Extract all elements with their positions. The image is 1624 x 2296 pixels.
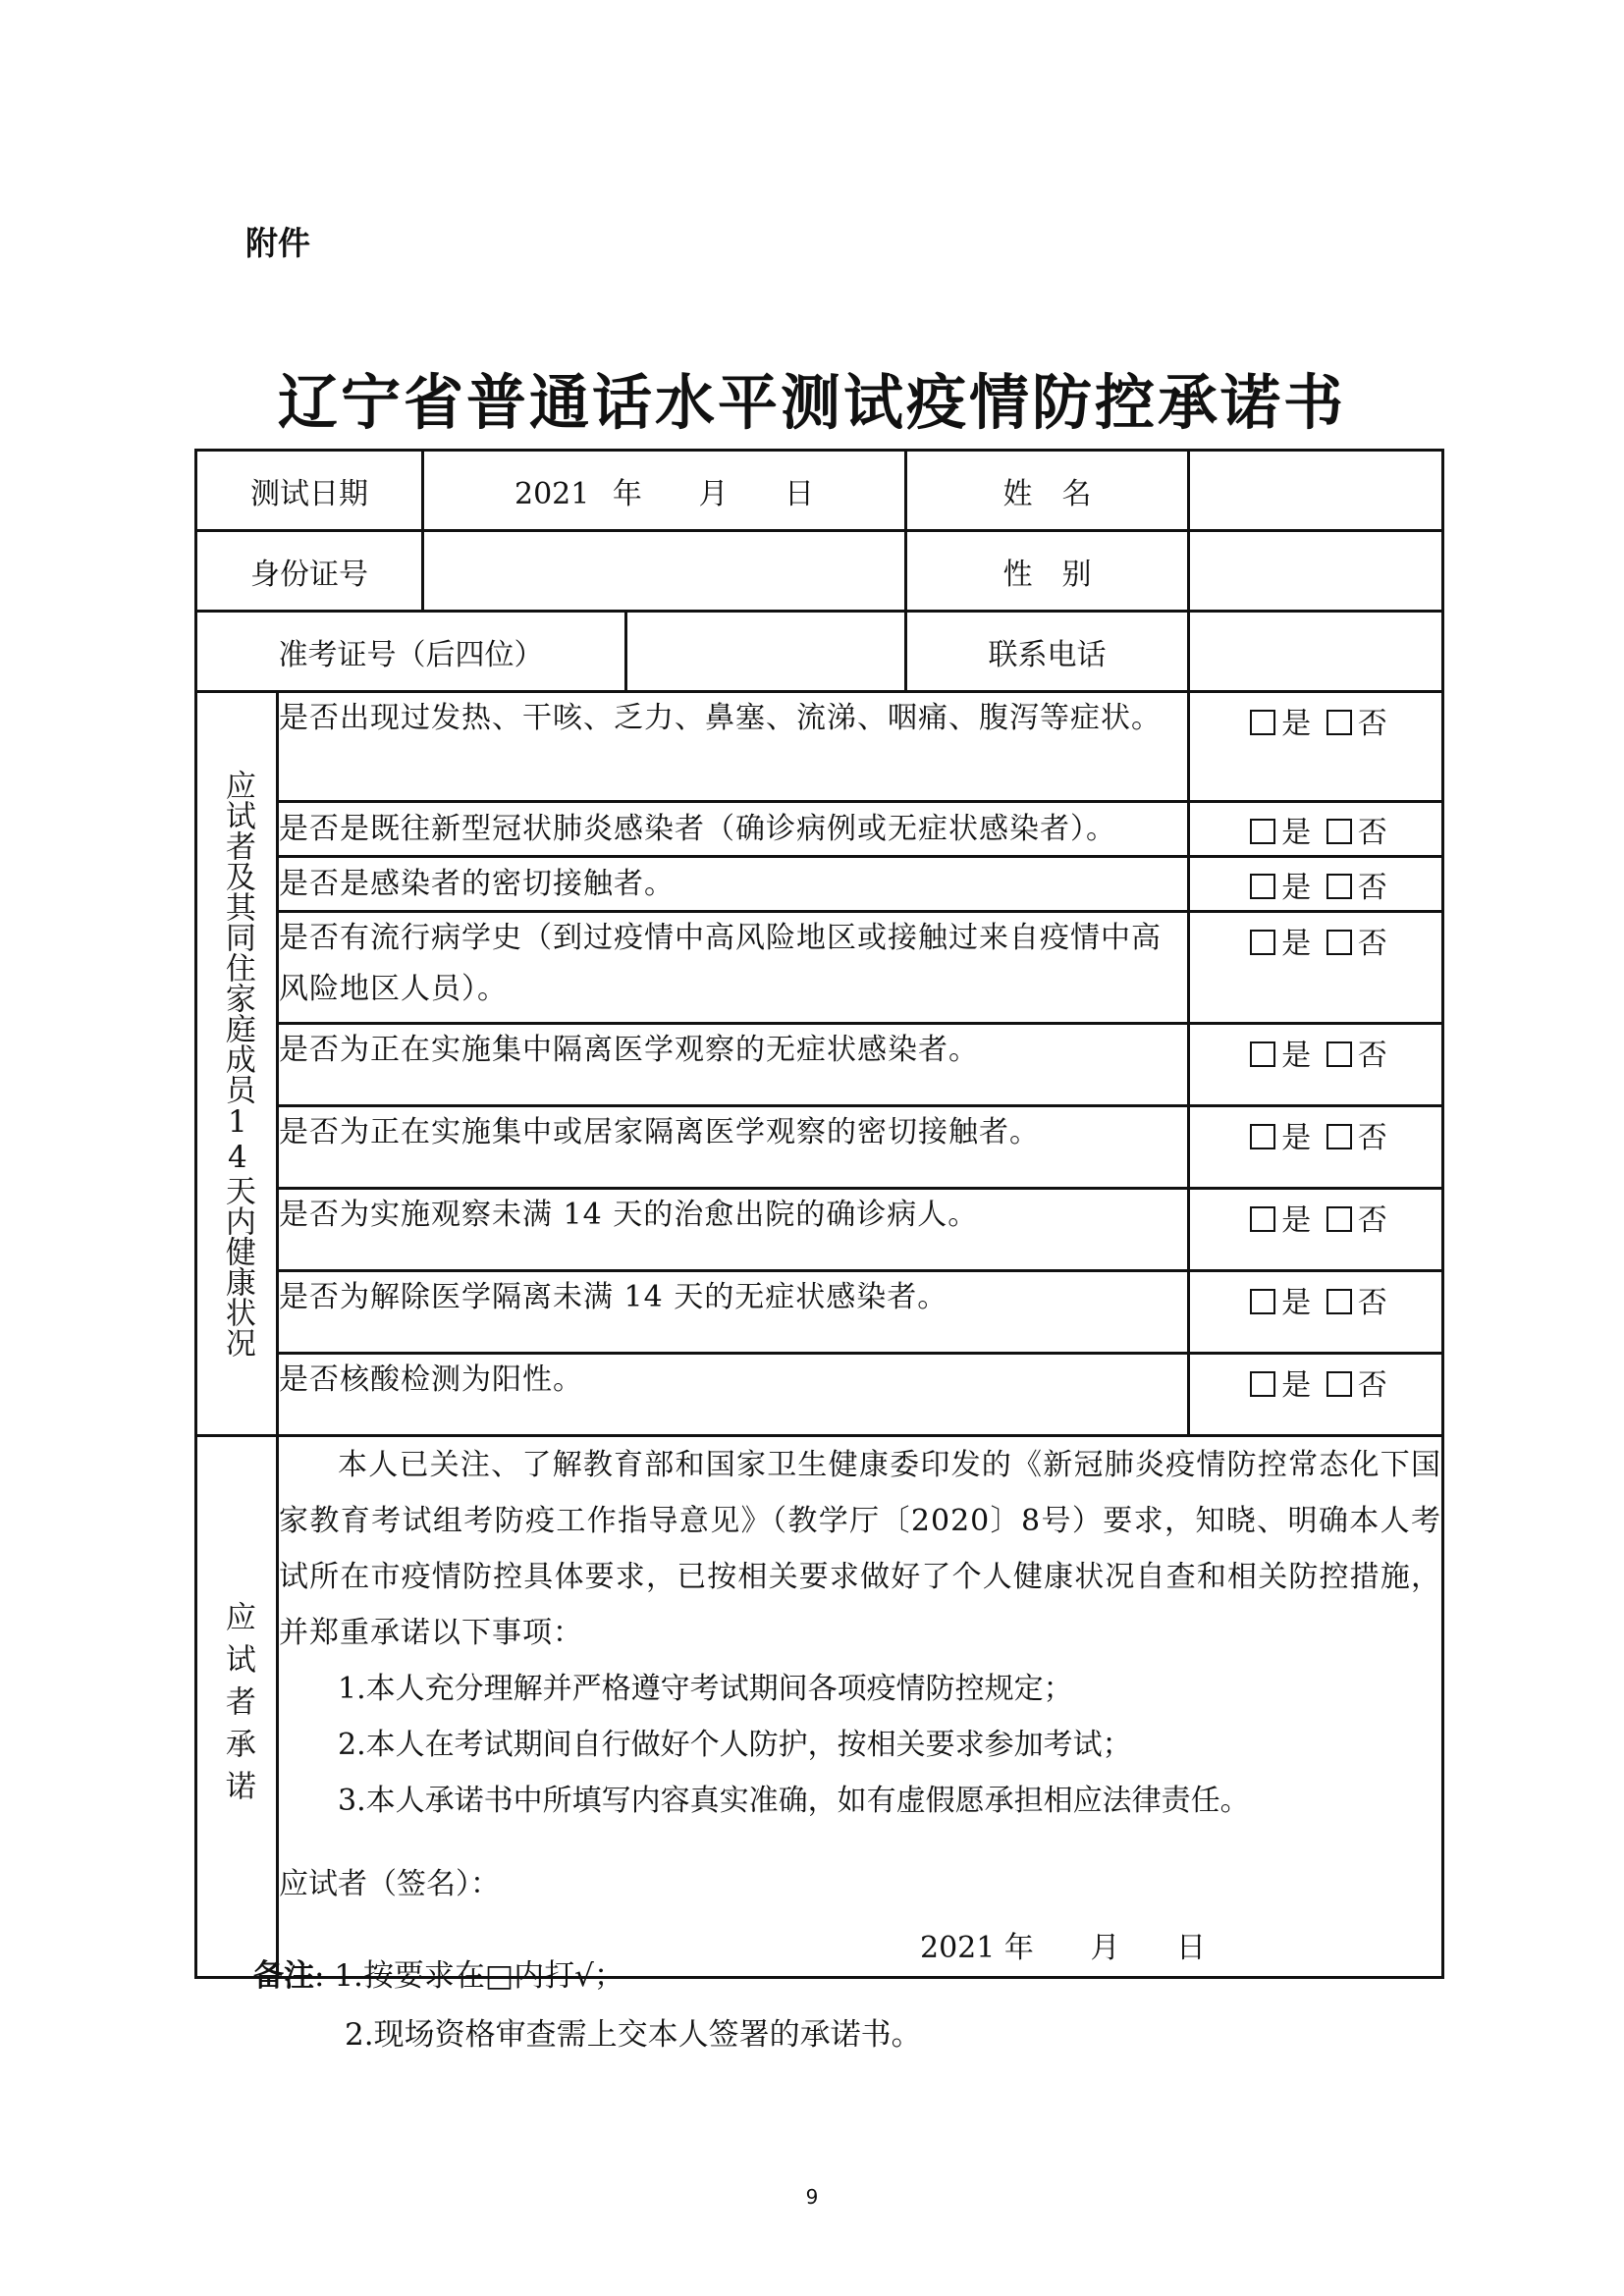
gender-label: 性 别 bbox=[906, 531, 1189, 612]
question-row bbox=[196, 802, 1443, 857]
promise-item: 3.本人承诺书中所填写内容真实准确，如有虚假愿承担相应法律责任。 bbox=[338, 1784, 1250, 1818]
no-checkbox[interactable] bbox=[1326, 1124, 1352, 1149]
no-checkbox[interactable] bbox=[1326, 1041, 1352, 1067]
yes-checkbox[interactable] bbox=[1250, 1124, 1275, 1149]
yes-checkbox[interactable] bbox=[1250, 1041, 1275, 1067]
page-number: 9 bbox=[805, 2185, 819, 2209]
question-row bbox=[196, 912, 1443, 1024]
phone-field[interactable] bbox=[1189, 612, 1443, 692]
test-date-year: 2021 bbox=[514, 476, 590, 511]
question-text: 是否为正在实施集中或居家隔离医学观察的密切接触者。 bbox=[278, 1106, 1189, 1189]
name-label: 姓 名 bbox=[906, 451, 1189, 531]
promise-paragraph: 本人已关注、了解教育部和国家卫生健康委印发的《新冠肺炎疫情防控常态化下国家教育考试组考防疫工作指导意见》（教学厅〔2020〕8号）要求，知晓、明确本人考试所在市疫情防控具体要求，已按相关要求做好了个人健康状况自查和相关防控措施，并郑重承诺以下事项： bbox=[279, 1448, 1441, 1650]
question-row bbox=[196, 1271, 1443, 1354]
yes-label: 是 bbox=[1281, 707, 1312, 741]
no-label: 否 bbox=[1357, 1368, 1387, 1403]
promise-section-label: 应试者承诺 bbox=[219, 1601, 255, 1812]
no-checkbox[interactable] bbox=[1326, 710, 1352, 735]
signature-field[interactable] bbox=[279, 1856, 1441, 1912]
no-label: 否 bbox=[1357, 707, 1387, 741]
question-text: 是否出现过发热、干咳、乏力、鼻塞、流涕、咽痛、腹泻等症状。 bbox=[278, 692, 1189, 802]
form-row-ticket-phone bbox=[196, 612, 1443, 692]
month-char: 月 bbox=[698, 476, 729, 511]
yes-no-options bbox=[1189, 1271, 1443, 1354]
notes-section bbox=[253, 1947, 922, 2064]
yes-label: 是 bbox=[1281, 927, 1312, 961]
test-date-field[interactable] bbox=[423, 451, 906, 531]
no-checkbox[interactable] bbox=[1326, 1289, 1352, 1314]
note-text: 2.现场资格审查需上交本人签署的承诺书。 bbox=[345, 2017, 922, 2053]
phone-label: 联系电话 bbox=[906, 612, 1189, 692]
form-row-date-name bbox=[196, 451, 1443, 531]
yes-no-options bbox=[1189, 1106, 1443, 1189]
signature-label: 应试者（签名）： bbox=[279, 1867, 500, 1901]
question-row bbox=[196, 1354, 1443, 1436]
yes-checkbox[interactable] bbox=[1250, 930, 1275, 955]
year-char: 年 bbox=[1003, 1931, 1034, 1965]
commitment-form-table bbox=[194, 449, 1444, 1979]
question-text: 是否有流行病学史（到过疫情中高风险地区或接触过来自疫情中高风险地区人员）。 bbox=[278, 912, 1189, 1024]
yes-checkbox[interactable] bbox=[1250, 1289, 1275, 1314]
yes-label: 是 bbox=[1281, 1039, 1312, 1073]
no-checkbox[interactable] bbox=[1326, 1206, 1352, 1232]
yes-no-options bbox=[1189, 802, 1443, 857]
question-row bbox=[196, 1106, 1443, 1189]
promise-section-cell bbox=[196, 1436, 278, 1978]
question-text: 是否核酸检测为阳性。 bbox=[278, 1354, 1189, 1436]
no-label: 否 bbox=[1357, 870, 1387, 905]
question-text: 是否是感染者的密切接触者。 bbox=[278, 857, 1189, 912]
no-checkbox[interactable] bbox=[1326, 930, 1352, 955]
no-checkbox[interactable] bbox=[1326, 1371, 1352, 1397]
health-section-cell bbox=[196, 692, 278, 1436]
yes-no-options bbox=[1189, 692, 1443, 802]
yes-label: 是 bbox=[1281, 1368, 1312, 1403]
notes-colon: : bbox=[314, 1958, 325, 1994]
no-checkbox[interactable] bbox=[1326, 819, 1352, 844]
question-text: 是否是既往新型冠状肺炎感染者（确诊病例或无症状感染者）。 bbox=[278, 802, 1189, 857]
yes-no-options bbox=[1189, 1189, 1443, 1271]
signature-date-year: 2021 bbox=[920, 1931, 996, 1965]
question-text: 是否为实施观察未满 14 天的治愈出院的确诊病人。 bbox=[278, 1189, 1189, 1271]
day-char: 日 bbox=[785, 476, 814, 511]
test-date-label: 测试日期 bbox=[196, 451, 423, 531]
form-row-id-gender bbox=[196, 531, 1443, 612]
no-label: 否 bbox=[1357, 927, 1387, 961]
no-label: 否 bbox=[1357, 1121, 1387, 1155]
yes-label: 是 bbox=[1281, 1121, 1312, 1155]
promise-item: 1.本人充分理解并严格遵守考试期间各项疫情防控规定； bbox=[338, 1672, 1073, 1706]
notes-label: 备注 bbox=[253, 1958, 314, 1994]
yes-checkbox[interactable] bbox=[1250, 1371, 1275, 1397]
question-text: 是否为解除医学隔离未满 14 天的无症状感染者。 bbox=[278, 1271, 1189, 1354]
no-label: 否 bbox=[1357, 1286, 1387, 1320]
gender-field[interactable] bbox=[1189, 531, 1443, 612]
note-text: 1.按要求在□内打√； bbox=[334, 1958, 624, 1994]
yes-no-options bbox=[1189, 1024, 1443, 1106]
document-title: 辽宁省普通话水平测试疫情防控承诺书 bbox=[277, 368, 1346, 438]
health-section-label: 应试者及其同住家庭成员14天内健康状况 bbox=[219, 770, 255, 1358]
month-char: 月 bbox=[1090, 1931, 1120, 1965]
yes-label: 是 bbox=[1281, 870, 1312, 905]
id-number-label: 身份证号 bbox=[196, 531, 423, 612]
yes-no-options bbox=[1189, 1354, 1443, 1436]
attachment-label: 附件 bbox=[245, 224, 310, 262]
question-row bbox=[196, 1189, 1443, 1271]
promise-content bbox=[278, 1436, 1443, 1978]
question-text: 是否为正在实施集中隔离医学观察的无症状感染者。 bbox=[278, 1024, 1189, 1106]
question-row bbox=[196, 1024, 1443, 1106]
day-char: 日 bbox=[1176, 1931, 1206, 1965]
question-row bbox=[196, 857, 1443, 912]
yes-checkbox[interactable] bbox=[1250, 874, 1275, 899]
yes-checkbox[interactable] bbox=[1250, 1206, 1275, 1232]
question-row bbox=[196, 692, 1443, 802]
no-label: 否 bbox=[1357, 1039, 1387, 1073]
note-line-1 bbox=[253, 1947, 922, 2005]
yes-label: 是 bbox=[1281, 1286, 1312, 1320]
promise-item: 2.本人在考试期间自行做好个人防护，按相关要求参加考试； bbox=[338, 1728, 1132, 1762]
id-number-field[interactable] bbox=[423, 531, 906, 612]
yes-label: 是 bbox=[1281, 815, 1312, 850]
year-char: 年 bbox=[612, 476, 642, 511]
yes-checkbox[interactable] bbox=[1250, 710, 1275, 735]
yes-no-options bbox=[1189, 857, 1443, 912]
note-line-2 bbox=[253, 2005, 922, 2064]
yes-no-options bbox=[1189, 912, 1443, 1024]
no-checkbox[interactable] bbox=[1326, 874, 1352, 899]
promise-row bbox=[196, 1436, 1443, 1978]
no-label: 否 bbox=[1357, 815, 1387, 850]
no-label: 否 bbox=[1357, 1203, 1387, 1238]
yes-checkbox[interactable] bbox=[1250, 819, 1275, 844]
ticket-number-label: 准考证号（后四位） bbox=[196, 612, 626, 692]
yes-label: 是 bbox=[1281, 1203, 1312, 1238]
name-field[interactable] bbox=[1189, 451, 1443, 531]
ticket-number-field[interactable] bbox=[626, 612, 906, 692]
